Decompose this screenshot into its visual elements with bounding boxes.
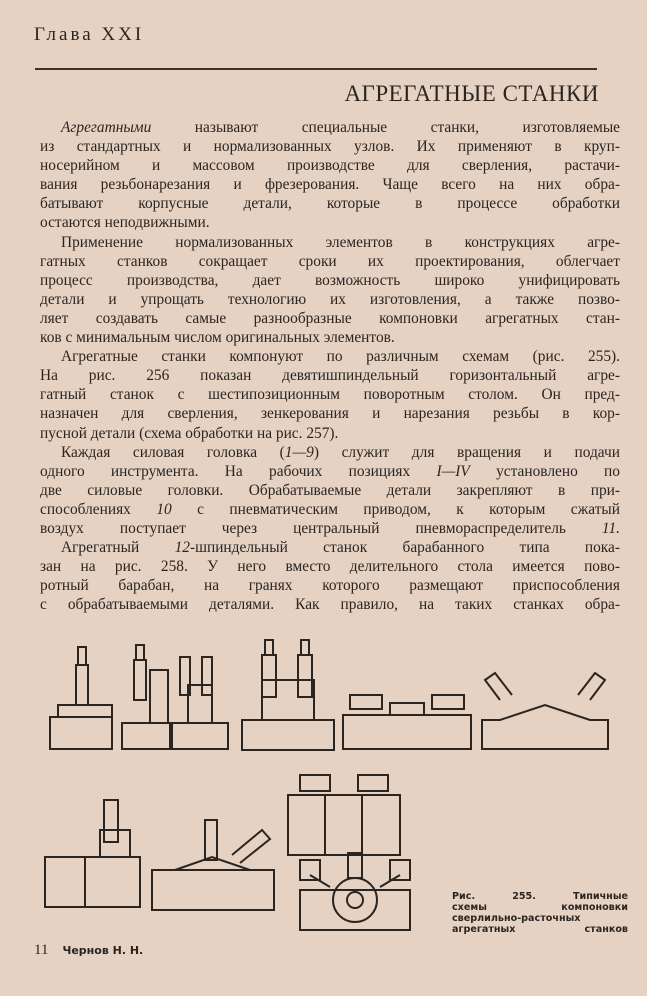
text-line (40, 462, 620, 481)
section-title: АГРЕГАТНЫЕ СТАНКИ (344, 81, 599, 106)
text-segment: пусной детали (схема обработки на рис. 257). (40, 424, 339, 442)
text-segment: две силовые головки. Обрабатываемые детали закрепляют в при- (40, 481, 620, 499)
italic-text: 11. (601, 519, 620, 537)
machine-sketch-4 (242, 640, 334, 750)
machine-sketch-6 (482, 673, 608, 749)
machine-sketch-8 (45, 800, 140, 907)
text-segment: вания резьбонарезания и фрезерования. Чаще всего на них обра- (40, 176, 620, 194)
text-segment: Применение нормализованных элементов в конструкциях агре- (61, 233, 620, 251)
text-segment: Каждая силовая головка ( (61, 443, 285, 461)
text-segment: гатных станков сокращает сроки их проектирования, облегчает (40, 252, 620, 270)
text-segment: Агрегатные станки компонуют по различным схемам (рис. 255). (61, 348, 620, 366)
text-segment: ) служит для вращения и подачи (313, 443, 620, 461)
text-line (40, 519, 620, 538)
machine-sketch-10 (300, 853, 410, 930)
text-segment: остаются неподвижными. (40, 214, 210, 232)
text-segment: одного инструмента. На рабочих позициях (40, 462, 437, 480)
italic-text: 1—9 (284, 443, 314, 461)
text-segment: батывают корпусные детали, которые в процессе обработки (40, 195, 620, 213)
text-line (40, 233, 620, 252)
text-segment: назначен для сверления, зенкерования и нарезания резьбы в кор- (40, 405, 620, 423)
footer-author: Чернов Н. Н. (62, 944, 144, 957)
text-line (40, 156, 620, 175)
text-line (40, 252, 620, 271)
text-line (40, 538, 620, 557)
italic-text: Агрегатными (61, 119, 152, 136)
text-segment: называют специальные станки, изготовляемые (151, 119, 620, 136)
caption-line: схемы компоновки (452, 902, 628, 913)
machine-sketch-1 (50, 647, 112, 749)
text-line (40, 137, 620, 156)
text-segment: -шпиндельный станок барабанного типа пока- (189, 539, 620, 557)
italic-text: 12 (174, 539, 190, 557)
text-segment: носерийном и массовом производстве для сверления, растачи- (40, 157, 620, 175)
header-rule (35, 68, 597, 70)
text-line (40, 443, 620, 462)
text-segment: установлено по (469, 462, 620, 480)
text-segment: процесс производства, дает возможность широко унифицировать (40, 271, 620, 289)
machine-sketch-3 (172, 657, 228, 749)
text-line (40, 481, 620, 500)
text-segment: из стандартных и нормализованных узлов. Их применяют в круп- (40, 138, 620, 156)
italic-text: 10 (156, 500, 172, 518)
text-segment: зан на рис. 258. У него вместо делительного стола имеется пово- (40, 558, 620, 576)
machine-sketch-7 (288, 775, 400, 855)
text-line (40, 347, 620, 366)
caption-line: агрегатных станков (452, 924, 628, 935)
text-line (40, 576, 620, 595)
text-segment: ков с минимальным числом оригинальных элементов. (40, 329, 395, 347)
text-segment: воздух поступает через центральный пневмораспределитель (40, 519, 602, 537)
text-line (40, 271, 620, 290)
text-segment: с пневматическим приводом, к которым сжатый (171, 500, 620, 518)
machine-sketch-5 (343, 695, 471, 749)
chapter-heading: Глава XXI (34, 24, 145, 45)
text-segment: На рис. 256 показан девятишпиндельный горизонтальный агре- (40, 367, 620, 385)
text-line (40, 595, 620, 614)
body-text (40, 118, 620, 614)
text-line (40, 328, 620, 347)
text-line (40, 366, 620, 385)
caption-line: Рис. 255. Типичные (452, 891, 628, 902)
text-segment: ляет создавать самые разнообразные компоновки агрегатных стан- (40, 309, 620, 327)
text-line (40, 500, 620, 519)
text-line (40, 309, 620, 328)
text-segment: гатный станок с шестипозиционным поворотным столом. Он пред- (40, 386, 620, 404)
text-segment: способлениях (40, 500, 157, 518)
text-line (40, 290, 620, 309)
text-line (40, 557, 620, 576)
text-line (40, 118, 620, 137)
text-segment: ротный барабан, на гранях которого размещают приспособления (40, 577, 620, 595)
caption-line: сверлильно-расточных (452, 913, 581, 924)
text-line (40, 404, 620, 423)
text-line (40, 385, 620, 404)
text-line (40, 213, 620, 232)
text-segment: с обрабатываемыми деталями. Как правило, на таких станках обра- (40, 596, 620, 614)
text-line (40, 194, 620, 213)
machine-sketch-2 (122, 645, 170, 749)
page-footer (34, 942, 143, 959)
text-segment: Агрегатный (61, 539, 175, 557)
text-line (40, 424, 620, 443)
machine-sketch-9 (152, 820, 274, 910)
italic-text: I—IV (436, 462, 470, 480)
text-line (40, 175, 620, 194)
figure-caption (452, 891, 628, 935)
page-number: 11 (34, 942, 49, 958)
text-segment: детали и упрощать технологию их изготовления, а также позво- (40, 290, 620, 308)
